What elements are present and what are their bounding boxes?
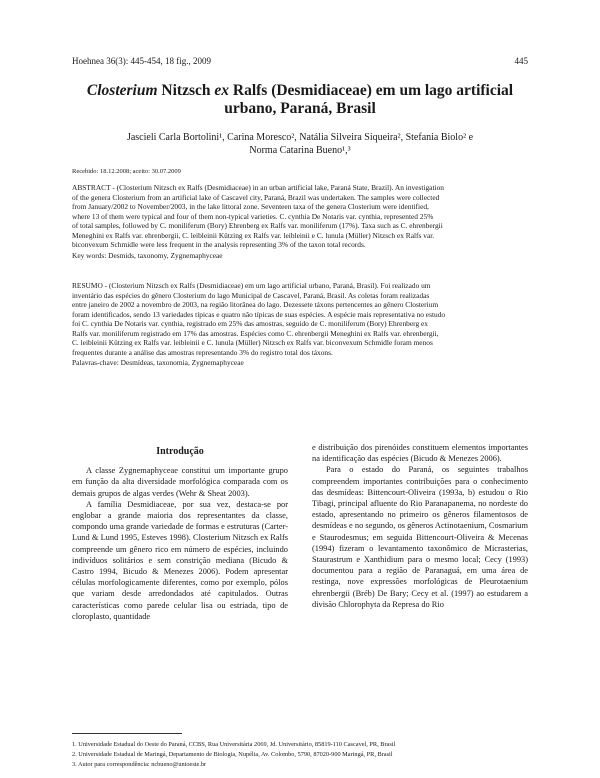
resumo-line: foram identificados, sendo 13 variedades típicas e quatro não típicas de suas espécies. A espécie mais representativa no estudo (72, 309, 446, 319)
intro-heading: Introdução (156, 446, 204, 457)
resumo-line: Ralfs var. moniliferum registrado em 17% das amostras. Espécies como C. ehrenbergii Meneghini ex Ralfs var. ehrenbergii, (72, 328, 439, 338)
resumo-line: foi C. cynthia De Notaris var. cynthia, registrado em 25% das amostras, seguido de C. moniliferum (Bory) Ehrenberg ex (72, 319, 428, 328)
left-column (72, 446, 288, 622)
resumo-line: RESUMO - (Closterium Nitzsch ex Ralfs (Desmidiaceae) em um lago artificial urbano, Paraná, Brasil). Foi realizado um (72, 281, 431, 290)
authors-line2: Norma Catarina Bueno¹,³ (249, 145, 351, 156)
right-column (312, 442, 528, 610)
paragraph: e distribuição dos pirenóides constituem elementos importantes na identificação das espécies (Bicudo & Menezes 2006). (312, 443, 528, 464)
running-header (72, 56, 528, 66)
abstract-line: biconvexum Schmidle were less frequent in the analysis representing 3% of the taxon total records. (72, 240, 366, 249)
abstract-line: where 13 of them were typical and four of them non-typical varieties. C. cynthia De Notaris var. cynthia, represented 25% (72, 211, 434, 221)
resumo-line: entre janeiro de 2002 a novembro de 2003, na região litorânea do lago. Dezessete táxons pertencentes ao gênero Closterium (72, 300, 439, 309)
keywords: Key words: Desmids, taxonomy, Zygnemaphyceae (72, 251, 223, 260)
journal-citation: Hoehnea 36(3): 445-454, 18 fig., 2009 (72, 56, 211, 66)
title-genus: Closterium (86, 82, 158, 99)
title-part2: Ralfs (Desmidiaceae) em um lago artificial (229, 82, 514, 99)
article-title (60, 82, 540, 118)
title-ex: ex (214, 82, 229, 99)
resumo-line: inventário das espécies do gênero Closterium do lago Municipal de Cascavel, Paraná, Brasil. As coletas foram realizadas (72, 290, 430, 300)
abstract-line: of total samples, followed by C. moniliferum (Bory) Ehrenberg ex Ralfs var. moniliferum (17%). Taxa such as C. ehrenbergii (72, 221, 443, 230)
footnote-2: 2. Universidade Estadual de Maringá, Departamento de Biologia, Nupélia, Av. Colombo, 5790, 87020-900 Maringá, PR, Brasil (72, 751, 393, 758)
paragraph: A classe Zygnemaphyceae constitui um importante grupo em função da alta diversidade morfológica comparada com os demais grupos de algas verdes (Wehr & Sheat 2003). (72, 466, 288, 498)
footnote-3: 3. Autor para correspondência: ncbueno@unioeste.br (72, 761, 207, 768)
paragraph: Para o estado do Paraná, os seguintes trabalhos compreendem importantes contribuições para o conhecimento das desmídeas: Bittencourt-Oliveira (1993a, b) estudou o Rio Tibagi, principal afluente do Rio Paranapanema, no nordeste do estado, apresentando no primeiro os gêneros filamentosos de desmídeas e no segundo, os gêneros Actinotaenium, Cosmarium e Staurodesmus; em seguida Bittencourt-Oliveira & Mecenas (1994) fizeram o levantamento taxonômico de Micrasterias, Staurastrum e Xanthidium para o mesmo local; Cecy (1993) documentou para a região de Paranaguá, em uma área de restinga, nove expressões morfológicas de Pleurotaenium ehrenbergii (Bréb) De Bary; Cecy et al. (1997) ao estudarem a divisão Chlorophyta da Represa do Rio (312, 465, 528, 609)
abstract-line: of the genera Closterium from an artificial lake of Cascavel city, Paraná, Brazil was undertaken. The samples were collected (72, 192, 440, 202)
title-part1: Nitzsch (157, 82, 215, 99)
resumo-line: C. leibleinii Kützing ex Ralfs var. leibleinii e C. lunula (Müller) Nitzsch ex Ralfs var. biconvexum Schmidle foram menos (72, 338, 433, 347)
footnote-1: 1. Universidade Estadual do Oeste do Paraná, CCBS, Rua Universitária 2069, Jd. Universitário, 85819-110 Cascavel, PR, Brasil (72, 741, 396, 748)
abstract (72, 183, 526, 250)
resumo (72, 281, 526, 357)
footnote-rule (72, 733, 182, 734)
palavras-chave: Palavras-chave: Desmídeas, taxonomia, Zygnemaphyceae (72, 358, 244, 367)
resumo-line: frequentes durante a análise das amostras representando 3% do registro total dos táxons. (72, 347, 333, 357)
paragraph: A família Desmidiaceae, por sua vez, destaca-se por englobar a grande maioria dos representantes da classe, compondo uma grande variedade de formas e estruturas (Carter-Lund & Lund 1995, Esteves 1998). Closterium Nitzsch ex Ralfs compreende um gênero rico em número de espécies, incluindo indivíduos solitários e sem constrição mediana (Bicudo & Castro 1994, Bicudo & Menezes 2006). Podem apresentar células morfologicamente diferentes, como por exemplo, pólos que variam desde arredondados até capitulados. Outras características como parede celular lisa ou estriada, tipo de cloroplasto, quantidade (72, 499, 288, 621)
authors-line1: Jascieli Carla Bortolini¹, Carina Moresco², Natália Silveira Siqueira², Stefania Biolo² e (126, 132, 474, 143)
page-number: 445 (514, 56, 528, 66)
abstract-line: Meneghini ex Ralfs var. ehrenbergii, C. leibleinii Kützing ex Ralfs var. leibleinii e C. lunula (Müller) Nitzsch ex Ralfs var. (72, 230, 435, 240)
abstract-line: from January/2002 to November/2003, in the lake littoral zone. Seventeen taxa of the genera Closterium were identified, (72, 202, 429, 211)
received-accepted-dates: Recebido: 18.12.2008; aceito: 30.07.2009 (72, 168, 181, 175)
abstract-line: ABSTRACT - (Closterium Nitzsch ex Ralfs (Desmidiaceae) in an urban artificial lake, Paraná State, Brazil). An investigation (72, 183, 444, 192)
authors (72, 131, 528, 157)
title-line2: urbano, Paraná, Brasil (224, 100, 376, 117)
